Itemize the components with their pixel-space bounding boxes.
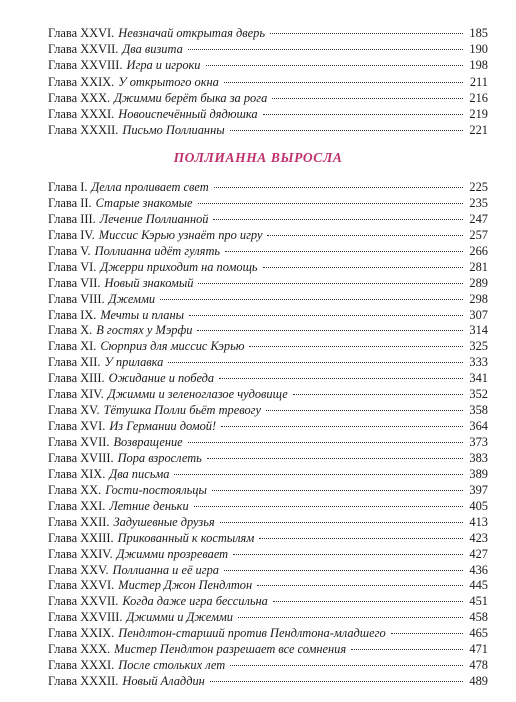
chapter-label: Глава XVIII. bbox=[48, 450, 114, 465]
dot-leader bbox=[259, 538, 463, 539]
toc-entry bbox=[48, 419, 488, 435]
dot-leader bbox=[233, 554, 463, 555]
chapter-title: Из Германии домой! bbox=[109, 419, 217, 434]
chapter-title: Письмо Поллианны bbox=[122, 123, 225, 138]
chapter-label: Глава XIX. bbox=[48, 466, 106, 481]
toc-entry bbox=[48, 483, 488, 499]
toc-entry bbox=[48, 180, 488, 196]
toc-entry bbox=[48, 308, 488, 324]
chapter-title: Летние деньки bbox=[109, 498, 189, 513]
chapter-title: В гостях у Мэрфи bbox=[96, 323, 193, 338]
page-number: 198 bbox=[469, 58, 488, 73]
toc-entry bbox=[48, 547, 488, 563]
chapter-label: Глава XXVI. bbox=[48, 578, 115, 593]
toc-entry bbox=[48, 323, 488, 339]
page-number: 307 bbox=[469, 307, 488, 322]
toc-entry bbox=[48, 515, 488, 531]
page-number: 352 bbox=[469, 387, 488, 402]
chapter-label: Глава XXII. bbox=[48, 514, 110, 529]
dot-leader bbox=[188, 442, 463, 443]
chapter-title: Поллианна идёт гулять bbox=[94, 243, 221, 258]
toc-entry bbox=[48, 531, 488, 547]
chapter-title: Лечение Поллианной bbox=[99, 211, 209, 226]
dot-leader bbox=[219, 378, 463, 379]
toc-entry bbox=[48, 563, 488, 579]
dot-leader bbox=[206, 65, 463, 66]
chapter-label: Глава XXVIII. bbox=[48, 610, 123, 625]
page-number: 478 bbox=[469, 658, 488, 673]
chapter-title: Поллианна и её игра bbox=[112, 562, 219, 577]
chapter-title: Возвращение bbox=[113, 435, 183, 449]
page-number: 471 bbox=[469, 642, 488, 657]
page-number: 211 bbox=[469, 74, 488, 89]
dot-leader bbox=[238, 617, 463, 618]
dot-leader bbox=[263, 267, 463, 268]
chapter-label: Глава XXVII. bbox=[48, 594, 119, 609]
toc-entry bbox=[48, 57, 488, 73]
page-number: 314 bbox=[469, 323, 488, 338]
dot-leader bbox=[224, 570, 463, 571]
dot-leader bbox=[207, 458, 463, 459]
toc-entry bbox=[48, 371, 488, 387]
dot-leader bbox=[194, 506, 463, 507]
chapter-title: Миссис Кэрью узнаёт про игру bbox=[98, 227, 263, 242]
chapter-label: Глава XIV. bbox=[48, 387, 104, 402]
page-number: 451 bbox=[469, 594, 488, 609]
chapter-title: Мечты и планы bbox=[100, 307, 184, 322]
toc-entry bbox=[48, 106, 488, 122]
page-number: 405 bbox=[469, 498, 488, 513]
page-number: 219 bbox=[469, 106, 488, 121]
page-number: 389 bbox=[469, 466, 488, 481]
page-number: 427 bbox=[469, 546, 488, 561]
page-number: 216 bbox=[469, 90, 488, 105]
toc-entry bbox=[48, 499, 488, 515]
page-number: 266 bbox=[469, 243, 488, 258]
dot-leader bbox=[391, 633, 463, 634]
toc-entry bbox=[48, 674, 488, 690]
chapter-title: Джерри приходит на помощь bbox=[100, 259, 258, 274]
toc-entry bbox=[48, 74, 488, 90]
chapter-label: Глава XXXII. bbox=[48, 123, 119, 138]
toc-entry bbox=[48, 260, 488, 276]
chapter-label: Глава XXVIII. bbox=[48, 58, 123, 73]
chapter-label: Глава IV. bbox=[48, 227, 95, 242]
chapter-title: Прикованный к костылям bbox=[117, 530, 255, 545]
dot-leader bbox=[230, 130, 463, 131]
page-number: 358 bbox=[469, 403, 488, 418]
toc-list-top bbox=[48, 25, 488, 138]
dot-leader bbox=[272, 98, 463, 99]
page-number: 364 bbox=[469, 419, 488, 434]
chapter-label: Глава XXXI. bbox=[48, 658, 115, 673]
chapter-label: Глава VIII. bbox=[48, 291, 105, 306]
chapter-title: Два визита bbox=[122, 42, 183, 57]
chapter-label: Глава XXXI. bbox=[48, 106, 115, 121]
chapter-label: Глава XXXII. bbox=[48, 674, 119, 689]
chapter-label: Глава XVII. bbox=[48, 435, 110, 449]
chapter-title: Новый Аладдин bbox=[122, 674, 205, 689]
dot-leader bbox=[189, 315, 463, 316]
toc-entry bbox=[48, 610, 488, 626]
chapter-label: Глава XIII. bbox=[48, 371, 105, 386]
chapter-label: Глава II. bbox=[48, 195, 92, 210]
chapter-label: Глава IX. bbox=[48, 307, 97, 322]
dot-leader bbox=[214, 187, 463, 188]
chapter-label: Глава XV. bbox=[48, 403, 100, 418]
chapter-title: Джимми прозревает bbox=[116, 546, 229, 561]
chapter-title: Делла проливает свет bbox=[91, 180, 209, 194]
chapter-title: Два письма bbox=[109, 466, 170, 481]
dot-leader bbox=[160, 299, 463, 300]
chapter-title: Мистер Пендлтон разрешает все сомнения bbox=[114, 642, 347, 657]
page-number: 436 bbox=[469, 562, 488, 577]
toc-entry bbox=[48, 578, 488, 594]
toc-entry bbox=[48, 642, 488, 658]
page-number: 281 bbox=[469, 259, 488, 274]
toc-entry bbox=[48, 228, 488, 244]
page-number: 445 bbox=[469, 578, 488, 593]
chapter-title: У прилавка bbox=[104, 355, 164, 370]
dot-leader bbox=[197, 330, 463, 331]
toc-entry bbox=[48, 387, 488, 403]
dot-leader bbox=[225, 251, 463, 252]
dot-leader bbox=[198, 203, 463, 204]
chapter-label: Глава XXV. bbox=[48, 562, 109, 577]
chapter-title: Гости-постояльцы bbox=[105, 482, 207, 497]
toc-list-bottom bbox=[48, 180, 488, 690]
chapter-label: Глава XXIII. bbox=[48, 530, 114, 545]
chapter-label: Глава XI. bbox=[48, 339, 97, 354]
chapter-title: Когда даже игра бессильна bbox=[122, 594, 268, 609]
dot-leader bbox=[266, 410, 463, 411]
toc-entry bbox=[48, 658, 488, 674]
toc-entry bbox=[48, 41, 488, 57]
toc-entry bbox=[48, 244, 488, 260]
dot-leader bbox=[263, 114, 463, 115]
chapter-label: Глава XXX. bbox=[48, 642, 111, 657]
chapter-label: Глава III. bbox=[48, 211, 96, 226]
page-number: 333 bbox=[469, 355, 488, 370]
dot-leader bbox=[224, 82, 463, 83]
chapter-title: Мистер Джон Пендлтон bbox=[118, 578, 253, 593]
page-number: 383 bbox=[469, 450, 488, 465]
toc-entry bbox=[48, 594, 488, 610]
page-number: 373 bbox=[469, 435, 488, 449]
chapter-title: Сюрприз для миссис Кэрью bbox=[100, 339, 245, 354]
dot-leader bbox=[168, 362, 463, 363]
toc-entry bbox=[48, 25, 488, 41]
page-number: 289 bbox=[469, 275, 488, 290]
dot-leader bbox=[221, 426, 463, 427]
chapter-title: После стольких лет bbox=[118, 658, 226, 673]
dot-leader bbox=[257, 585, 463, 586]
dot-leader bbox=[293, 394, 463, 395]
chapter-title: Ожидание и победа bbox=[108, 371, 215, 386]
chapter-title: Джимми и Джемми bbox=[126, 610, 233, 625]
page-number: 325 bbox=[469, 339, 488, 354]
chapter-title: Новоиспечённый дядюшка bbox=[118, 106, 258, 121]
chapter-label: Глава VI. bbox=[48, 259, 97, 274]
page-number: 465 bbox=[469, 626, 488, 641]
page-number: 341 bbox=[469, 371, 488, 386]
page-number: 221 bbox=[469, 123, 488, 138]
chapter-label: Глава XX. bbox=[48, 482, 102, 497]
toc-entry bbox=[48, 292, 488, 308]
dot-leader bbox=[198, 283, 463, 284]
dot-leader bbox=[351, 649, 463, 650]
chapter-title: Пендлтон-старший против Пендлтона-младшего bbox=[118, 626, 386, 641]
page-number: 257 bbox=[469, 227, 488, 242]
toc-entry bbox=[48, 435, 488, 451]
chapter-label: Глава XXIX. bbox=[48, 626, 115, 641]
chapter-title: Пора взрослеть bbox=[117, 450, 202, 465]
chapter-label: Глава V. bbox=[48, 243, 91, 258]
dot-leader bbox=[213, 219, 463, 220]
dot-leader bbox=[220, 522, 463, 523]
chapter-label: Глава XVI. bbox=[48, 419, 106, 434]
page-number: 298 bbox=[469, 291, 488, 306]
toc-entry bbox=[48, 403, 488, 419]
chapter-label: Глава XXIX. bbox=[48, 74, 115, 89]
toc-entry bbox=[48, 276, 488, 292]
page-number: 235 bbox=[469, 195, 488, 210]
dot-leader bbox=[273, 601, 463, 602]
chapter-title: Невзначай открытая дверь bbox=[118, 26, 266, 40]
toc-entry bbox=[48, 90, 488, 106]
toc-entry bbox=[48, 626, 488, 642]
dot-leader bbox=[174, 474, 463, 475]
chapter-title: Джемми bbox=[108, 291, 156, 306]
dot-leader bbox=[270, 33, 463, 34]
toc-entry bbox=[48, 196, 488, 212]
section-title: ПОЛЛИАННА ВЫРОСЛА bbox=[173, 150, 343, 165]
page-number: 247 bbox=[469, 211, 488, 226]
chapter-title: Задушевные друзья bbox=[113, 514, 215, 529]
dot-leader bbox=[210, 681, 463, 682]
chapter-title: Джимми берёт быка за рога bbox=[114, 90, 268, 105]
chapter-label: Глава XII. bbox=[48, 355, 101, 370]
page-number: 185 bbox=[469, 26, 488, 40]
chapter-title: Новый знакомый bbox=[104, 275, 194, 290]
chapter-label: Глава XXVII. bbox=[48, 42, 119, 57]
toc-entry bbox=[48, 467, 488, 483]
toc-entry bbox=[48, 339, 488, 355]
chapter-title: У открытого окна bbox=[118, 74, 219, 89]
dot-leader bbox=[267, 235, 463, 236]
toc-entry bbox=[48, 355, 488, 371]
dot-leader bbox=[188, 49, 463, 50]
chapter-label: Глава XXIV. bbox=[48, 546, 113, 561]
dot-leader bbox=[230, 665, 463, 666]
chapter-label: Глава I. bbox=[48, 180, 88, 194]
chapter-title: Джимми и зеленоглазое чудовище bbox=[107, 387, 288, 402]
toc-entry bbox=[48, 212, 488, 228]
page-number: 397 bbox=[469, 482, 488, 497]
page-number: 423 bbox=[469, 530, 488, 545]
toc-entry bbox=[48, 122, 488, 138]
page-number: 225 bbox=[469, 180, 488, 194]
toc-entry bbox=[48, 451, 488, 467]
dot-leader bbox=[212, 490, 463, 491]
page-number: 489 bbox=[469, 674, 488, 689]
dot-leader bbox=[249, 346, 463, 347]
page-number: 190 bbox=[469, 42, 488, 57]
chapter-label: Глава XXVI. bbox=[48, 26, 115, 40]
chapter-label: Глава XXX. bbox=[48, 90, 111, 105]
chapter-title: Игра и игроки bbox=[126, 58, 201, 73]
chapter-label: Глава X. bbox=[48, 323, 93, 338]
chapter-title: Тётушка Полли бьёт тревогу bbox=[103, 403, 261, 418]
chapter-title: Старые знакомые bbox=[95, 195, 193, 210]
chapter-label: Глава VII. bbox=[48, 275, 101, 290]
chapter-label: Глава XXI. bbox=[48, 498, 106, 513]
page-number: 458 bbox=[469, 610, 488, 625]
page-number: 413 bbox=[469, 514, 488, 529]
